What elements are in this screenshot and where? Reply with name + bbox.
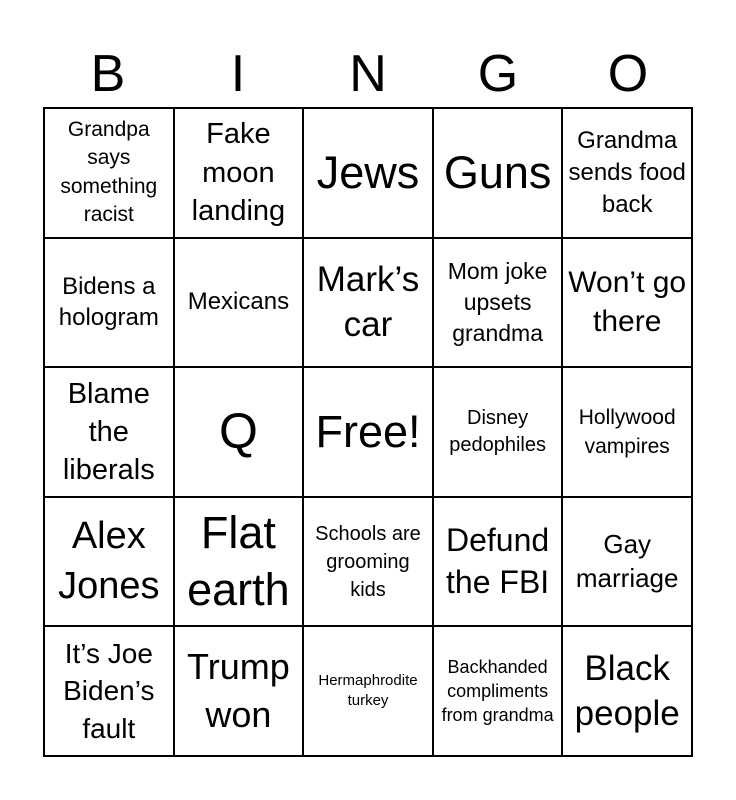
bingo-cell-text: It’s Joe Biden’s fault	[63, 637, 155, 745]
bingo-cell-text: Mexicans	[187, 287, 290, 315]
bingo-header	[43, 40, 693, 108]
bingo-cell-text: Alex Jones	[58, 515, 160, 607]
bingo-cell[interactable]	[44, 238, 174, 368]
bingo-cell[interactable]	[433, 367, 563, 497]
bingo-cell-text: Hermaphrodite turkey	[318, 671, 418, 710]
bingo-cell[interactable]	[303, 626, 433, 756]
bingo-cell-text: Black people	[574, 648, 680, 734]
bingo-cell[interactable]	[562, 497, 692, 627]
bingo-cell-text: Backhanded compliments from grandma	[441, 656, 554, 726]
header-letter-i: I	[230, 45, 246, 103]
bingo-cell-text: Jews	[316, 147, 420, 199]
bingo-cell[interactable]	[433, 497, 563, 627]
bingo-cell[interactable]	[303, 238, 433, 368]
bingo-cell[interactable]	[174, 367, 304, 497]
bingo-cell[interactable]	[44, 108, 174, 238]
bingo-cell[interactable]	[44, 367, 174, 497]
bingo-cell[interactable]	[303, 108, 433, 238]
header-letter-o: O	[607, 45, 649, 103]
header-letter-g: G	[477, 45, 519, 103]
bingo-cell-text: Schools are grooming kids	[315, 522, 421, 601]
bingo-cell-text: Blame the liberals	[62, 377, 155, 487]
bingo-cell-text: Won’t go there	[568, 266, 687, 339]
bingo-cell[interactable]	[44, 497, 174, 627]
bingo-cell-text: Trump won	[187, 645, 290, 736]
bingo-cell-text: Mark’s car	[316, 259, 420, 345]
bingo-cell[interactable]	[174, 626, 304, 756]
bingo-cell[interactable]	[433, 108, 563, 238]
bingo-cell[interactable]	[303, 367, 433, 497]
bingo-cell-text: Hollywood vampires	[578, 405, 676, 458]
header-letter-b: B	[90, 45, 126, 103]
bingo-cell[interactable]	[433, 626, 563, 756]
bingo-cell[interactable]	[174, 497, 304, 627]
bingo-cell-text: Fake moon landing	[191, 118, 286, 227]
bingo-cell-text: Gay marriage	[575, 528, 679, 593]
bingo-grid	[43, 107, 693, 757]
header-letter-n: N	[349, 45, 387, 103]
bingo-cell[interactable]	[433, 238, 563, 368]
bingo-cell[interactable]	[562, 626, 692, 756]
bingo-cell-text: Guns	[443, 147, 552, 199]
bingo-cell-text: Q	[218, 403, 258, 460]
bingo-cell[interactable]	[562, 108, 692, 238]
bingo-cell[interactable]	[174, 238, 304, 368]
bingo-cell-text: Bidens a hologram	[58, 272, 159, 332]
bingo-cell-text: Grandma sends food back	[568, 127, 686, 218]
bingo-cell[interactable]	[44, 626, 174, 756]
bingo-cell-text: Mom joke upsets grandma	[447, 257, 548, 346]
bingo-cell[interactable]	[174, 108, 304, 238]
bingo-cell[interactable]	[562, 367, 692, 497]
bingo-cell-text: Grandpa says something racist	[60, 118, 158, 227]
bingo-cell-text: Flat earth	[187, 507, 290, 615]
bingo-cell-text: Free!	[315, 406, 421, 458]
bingo-cell[interactable]	[303, 497, 433, 627]
bingo-cell[interactable]	[562, 238, 692, 368]
bingo-cell-text: Defund the FBI	[446, 522, 550, 600]
bingo-cell-text: Disney pedophiles	[449, 406, 546, 456]
